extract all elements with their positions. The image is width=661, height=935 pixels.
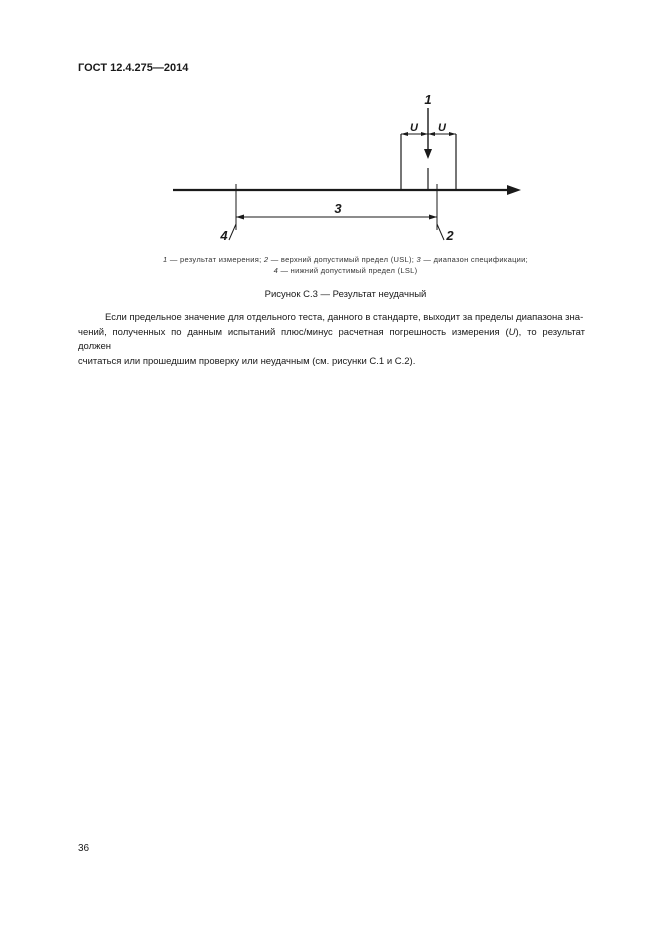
figure-legend-line-1 [80, 254, 611, 265]
page-number: 36 [78, 843, 90, 854]
uncertainty-symbol: U [508, 326, 516, 338]
legend-text: — результат измерения; [167, 255, 264, 264]
document-header: ГОСТ 12.4.275—2014 [78, 62, 189, 74]
legend-text: — верхний допустимый предел (USL); [268, 255, 417, 264]
usl-leader [437, 224, 444, 240]
label-lsl: 4 [220, 228, 228, 243]
legend-num: 2 [263, 255, 269, 264]
legend-num: 3 [416, 255, 422, 264]
legend-num: 1 [162, 255, 168, 264]
paragraph-text: чений, полученных по данным испытаний плюс/минус расчетная погрешность измерения ( [78, 326, 509, 338]
label-u-left: U [410, 122, 418, 134]
figure-caption: Рисунок С.3 — Результат неудачный [264, 289, 427, 300]
legend-text: — диапазон спецификации; [421, 255, 529, 264]
figure-legend-line-2 [80, 265, 611, 276]
measurement-diagram [0, 0, 661, 250]
label-u-right: U [438, 122, 446, 134]
axis-arrowhead [507, 185, 521, 195]
body-paragraph [78, 311, 585, 369]
legend-num: 4 [273, 266, 279, 275]
paragraph-line [78, 326, 585, 355]
label-spec-range: 3 [334, 201, 342, 216]
label-usl: 2 [446, 228, 454, 243]
legend-text: — нижний допустимый предел (LSL) [278, 266, 418, 275]
lsl-leader [229, 224, 236, 240]
paragraph-line: Если предельное значение для отдельного теста, данного в стандарте, выходит за пределы диапазона зна- [105, 312, 584, 323]
paragraph-text: ), то результат должен [78, 326, 585, 353]
label-result: 1 [424, 92, 432, 107]
paragraph-line: считаться или прошедшим проверку или неудачным (см. рисунки С.1 и С.2). [78, 355, 416, 367]
